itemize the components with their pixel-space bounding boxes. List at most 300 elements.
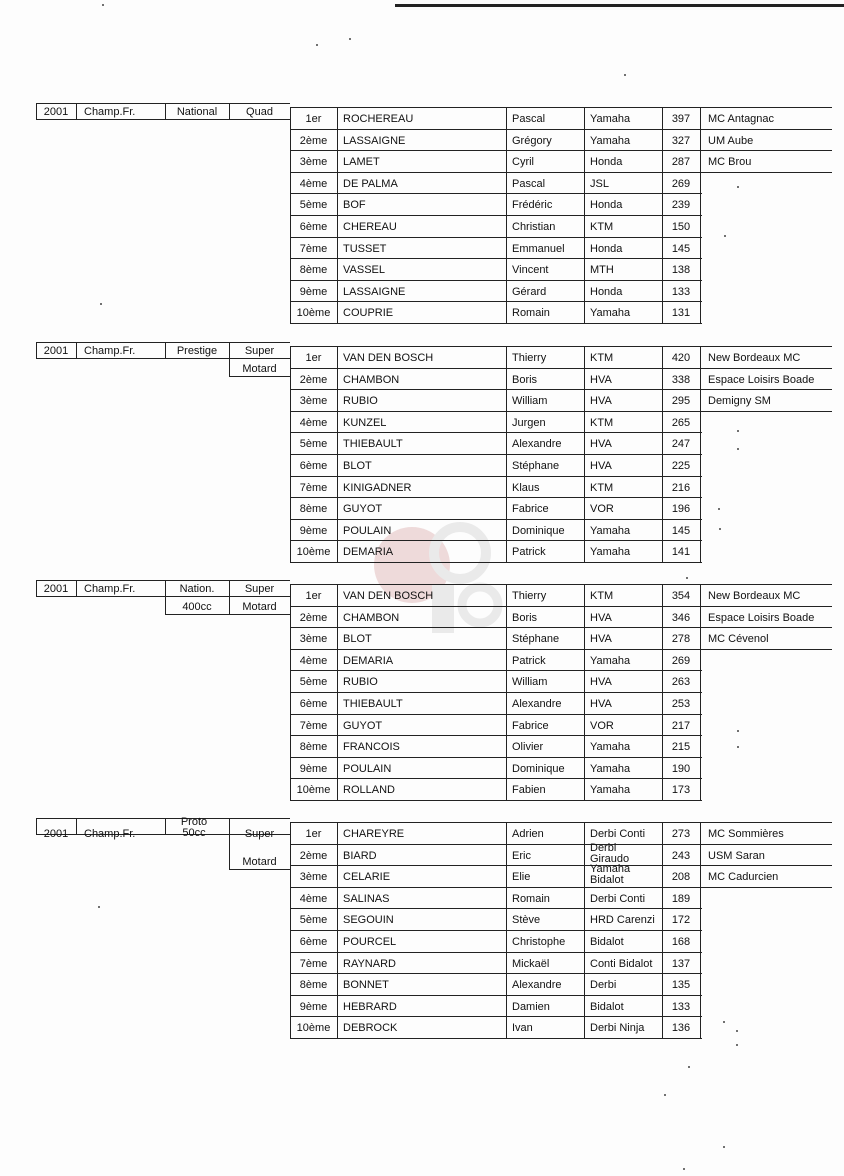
brand-cell: Derbi Conti: [590, 828, 646, 840]
rank-cell: 7ème: [299, 242, 328, 255]
row-rule: [290, 215, 702, 216]
top-edge-line: [395, 4, 844, 7]
firstname-cell: Pascal: [512, 113, 546, 125]
firstname-cell: Eric: [512, 849, 531, 862]
row-rule: [290, 540, 702, 541]
club-cell: New Bordeaux MC: [708, 590, 801, 602]
table-top-rule: [290, 107, 832, 108]
column-rule: [337, 584, 338, 800]
lastname-cell: SEGOUIN: [343, 914, 394, 927]
lastname-cell: LASSAIGNE: [343, 285, 406, 298]
points-cell: 135: [671, 979, 691, 992]
header-top-rule: [36, 818, 290, 819]
row-rule: [290, 150, 702, 151]
brand-cell: JSL: [590, 177, 609, 190]
rank-cell: 2ème: [299, 849, 328, 862]
column-rule: [337, 346, 338, 562]
row-rule: [290, 280, 702, 281]
column-rule: [76, 342, 77, 358]
points-cell: 243: [671, 849, 691, 862]
rank-cell: 1er: [305, 352, 322, 364]
points-cell: 327: [671, 134, 691, 147]
firstname-cell: Boris: [512, 373, 538, 386]
club-rule: [702, 887, 832, 888]
lastname-cell: LASSAIGNE: [343, 134, 406, 147]
column-rule: [700, 107, 701, 323]
class-sub-cell: Motard: [242, 363, 277, 375]
firstname-cell: Stéphane: [512, 633, 560, 646]
brand-cell: Honda: [590, 242, 623, 255]
brand-cell: MTH: [590, 264, 614, 277]
club-cell: Espace Loisirs Boade: [708, 611, 815, 624]
column-rule: [700, 346, 701, 562]
brand-cell: VOR: [590, 719, 614, 732]
row-rule: [290, 973, 702, 974]
speckle: [719, 528, 721, 530]
club-cell: MC Cévenol: [708, 633, 769, 646]
brand-cell: HVA: [590, 633, 612, 646]
class-cell: Quad: [246, 106, 273, 118]
year-cell: 2001: [43, 583, 69, 595]
brand-cell: Yamaha: [590, 762, 631, 775]
rank-cell: 9ème: [299, 1000, 328, 1013]
row-rule: [290, 714, 702, 715]
firstname-cell: Fabien: [512, 784, 546, 797]
column-rule: [584, 346, 585, 562]
class-cell: Super: [244, 345, 275, 357]
row-rule: [290, 757, 702, 758]
rank-cell: 2ème: [299, 611, 328, 624]
header-bottom-rule: [36, 596, 290, 597]
lastname-cell: DEMARIA: [343, 546, 394, 559]
rank-cell: 1er: [305, 590, 322, 602]
class-sub-rule: [229, 376, 290, 377]
row-rule: [290, 606, 702, 607]
row-rule: [290, 497, 702, 498]
points-cell: 263: [671, 676, 691, 689]
club-cell: New Bordeaux MC: [708, 352, 801, 364]
lastname-cell: SALINAS: [343, 892, 390, 905]
rank-cell: 6ème: [299, 698, 328, 710]
club-rule: [702, 865, 832, 866]
lastname-cell: TUSSET: [343, 242, 387, 255]
points-cell: 397: [671, 113, 691, 125]
brand-cell: HRD Carenzi: [590, 914, 655, 927]
rank-cell: 8ème: [299, 979, 328, 992]
lastname-cell: THIEBAULT: [343, 698, 403, 710]
club-rule: [702, 649, 832, 650]
points-cell: 265: [671, 416, 691, 429]
firstname-cell: Patrick: [512, 546, 546, 559]
class-sub-rule: [229, 869, 290, 870]
speckle: [718, 508, 720, 510]
lastname-cell: CHAMBON: [343, 373, 400, 386]
column-rule: [229, 358, 230, 376]
rank-cell: 2ème: [299, 134, 328, 147]
points-cell: 225: [671, 460, 691, 472]
firstname-cell: Damien: [512, 1000, 550, 1013]
column-rule: [337, 822, 338, 1038]
rank-cell: 10ème: [296, 784, 331, 797]
lastname-cell: BIARD: [343, 849, 377, 862]
club-cell: MC Sommières: [708, 828, 784, 840]
points-cell: 173: [671, 784, 691, 797]
championship-cell: Champ.Fr.: [84, 583, 136, 595]
speckle: [736, 1044, 738, 1046]
class-cell: Super: [244, 828, 275, 840]
points-cell: 138: [671, 264, 691, 277]
points-cell: 189: [671, 892, 691, 905]
lastname-cell: BONNET: [343, 979, 389, 992]
points-cell: 273: [671, 828, 691, 840]
brand-cell: Derbi Ninja: [590, 1022, 645, 1035]
row-rule: [290, 258, 702, 259]
rank-cell: 7ème: [299, 957, 328, 970]
brand-cell: Derbi: [590, 979, 617, 992]
firstname-cell: Alexandre: [512, 698, 562, 710]
column-rule: [584, 822, 585, 1038]
class-sub-rule: [229, 614, 290, 615]
brand-cell: HVA: [590, 438, 612, 451]
points-cell: 215: [671, 741, 691, 754]
rank-cell: 9ème: [299, 285, 328, 298]
points-cell: 208: [671, 871, 691, 884]
points-cell: 190: [671, 762, 691, 775]
brand-cell: KTM: [590, 416, 614, 429]
lastname-cell: POURCEL: [343, 936, 397, 948]
firstname-cell: Stève: [512, 914, 541, 927]
firstname-cell: Patrick: [512, 654, 546, 667]
category-sub-rule: [165, 614, 229, 615]
category-cell: Prestige: [176, 345, 218, 357]
firstname-cell: Adrien: [512, 828, 544, 840]
rank-cell: 6ème: [299, 936, 328, 948]
speckle: [686, 577, 688, 579]
row-rule: [290, 887, 702, 888]
brand-cell: KTM: [590, 481, 614, 494]
points-cell: 420: [671, 352, 691, 364]
club-cell: MC Cadurcien: [708, 871, 779, 884]
points-cell: 168: [671, 936, 691, 948]
club-rule: [702, 389, 832, 390]
speckle: [736, 1030, 738, 1032]
lastname-cell: COUPRIE: [343, 307, 394, 320]
rank-cell: 9ème: [299, 762, 328, 775]
points-cell: 278: [671, 633, 691, 646]
brand-cell: Derbi Giraudo: [590, 841, 630, 865]
club-cell: USM Saran: [708, 849, 765, 862]
club-cell: UM Aube: [708, 134, 754, 147]
lastname-cell: VASSEL: [343, 264, 385, 277]
column-rule: [700, 584, 701, 800]
rank-cell: 6ème: [299, 460, 328, 472]
brand-cell: Yamaha: [590, 524, 631, 537]
brand-cell: HVA: [590, 460, 612, 472]
year-cell: 2001: [43, 828, 69, 840]
speckle: [624, 74, 626, 76]
points-cell: 131: [671, 307, 691, 320]
table-top-rule: [290, 346, 832, 347]
points-cell: 145: [671, 524, 691, 537]
rank-cell: 4ème: [299, 177, 328, 190]
rank-cell: 1er: [305, 828, 322, 840]
column-rule: [76, 103, 77, 119]
brand-cell: HVA: [590, 373, 612, 386]
club-rule: [702, 411, 832, 412]
brand-cell: KTM: [590, 352, 614, 364]
lastname-cell: VAN DEN BOSCH: [343, 352, 434, 364]
speckle: [737, 430, 739, 432]
championship-cell: Champ.Fr.: [84, 345, 136, 357]
firstname-cell: Olivier: [512, 741, 544, 754]
row-rule: [290, 301, 702, 302]
table-top-rule: [290, 584, 832, 585]
lastname-cell: FRANCOIS: [343, 741, 400, 754]
speckle: [723, 1021, 725, 1023]
firstname-cell: Romain: [512, 892, 550, 905]
rank-cell: 5ème: [299, 676, 328, 689]
header-bottom-rule: [36, 358, 290, 359]
firstname-cell: Jurgen: [512, 416, 546, 429]
club-cell: Demigny SM: [708, 395, 771, 408]
firstname-cell: Mickaël: [512, 957, 550, 970]
firstname-cell: Cyril: [512, 156, 534, 169]
row-rule: [290, 952, 702, 953]
lastname-cell: LAMET: [343, 156, 380, 169]
row-rule: [290, 1016, 702, 1017]
points-cell: 295: [671, 395, 691, 408]
row-rule: [290, 995, 702, 996]
row-rule: [290, 432, 702, 433]
firstname-cell: William: [512, 676, 548, 689]
rank-cell: 2ème: [299, 373, 328, 386]
lastname-cell: KUNZEL: [343, 416, 387, 429]
speckle: [100, 303, 102, 305]
lastname-cell: CHEREAU: [343, 221, 397, 233]
brand-cell: Yamaha: [590, 546, 631, 559]
club-cell: MC Antagnac: [708, 113, 775, 125]
points-cell: 354: [671, 590, 691, 602]
rank-cell: 10ème: [296, 1022, 331, 1035]
speckle: [683, 1168, 685, 1170]
firstname-cell: Alexandre: [512, 438, 562, 451]
category-sub-cell: 400cc: [182, 601, 212, 613]
lastname-cell: GUYOT: [343, 503, 383, 516]
rank-cell: 6ème: [299, 221, 328, 233]
row-rule: [290, 368, 702, 369]
points-cell: 269: [671, 654, 691, 667]
firstname-cell: Pascal: [512, 177, 546, 190]
row-rule: [290, 129, 702, 130]
brand-cell: Yamaha: [590, 307, 631, 320]
column-rule: [584, 584, 585, 800]
row-rule: [290, 1038, 702, 1039]
column-rule: [506, 107, 507, 323]
speckle: [737, 448, 739, 450]
brand-cell: Yamaha Bidalot: [590, 863, 631, 887]
lastname-cell: HEBRARD: [343, 1000, 397, 1013]
brand-cell: VOR: [590, 503, 614, 516]
lastname-cell: ROCHEREAU: [343, 113, 414, 125]
firstname-cell: Emmanuel: [512, 242, 565, 255]
lastname-cell: GUYOT: [343, 719, 383, 732]
firstname-cell: Elie: [512, 871, 531, 884]
speckle: [737, 186, 739, 188]
class-sub-cell: Motard: [242, 856, 277, 868]
class-sub-cell: Motard: [242, 601, 277, 613]
firstname-cell: Boris: [512, 611, 538, 624]
firstname-cell: Christian: [512, 221, 556, 233]
points-cell: 196: [671, 503, 691, 516]
row-rule: [290, 389, 702, 390]
lastname-cell: RUBIO: [343, 395, 378, 408]
firstname-cell: Grégory: [512, 134, 552, 147]
points-cell: 172: [671, 914, 691, 927]
row-rule: [290, 411, 702, 412]
championship-cell: Champ.Fr.: [84, 828, 136, 840]
points-cell: 287: [671, 156, 691, 169]
firstname-cell: Dominique: [512, 762, 565, 775]
points-cell: 217: [671, 719, 691, 732]
row-rule: [290, 735, 702, 736]
rank-cell: 3ème: [299, 633, 328, 646]
rank-cell: 10ème: [296, 546, 331, 559]
brand-cell: Yamaha: [590, 784, 631, 797]
championship-cell: Champ.Fr.: [84, 106, 136, 118]
firstname-cell: Christophe: [512, 936, 566, 948]
speckle: [688, 1066, 690, 1068]
club-rule: [702, 606, 832, 607]
rank-cell: 3ème: [299, 395, 328, 408]
lastname-cell: DEBROCK: [343, 1022, 398, 1035]
category-cell: Proto: [180, 816, 208, 828]
column-rule: [229, 596, 230, 614]
points-cell: 346: [671, 611, 691, 624]
column-rule: [506, 346, 507, 562]
firstname-cell: Romain: [512, 307, 550, 320]
points-cell: 133: [671, 1000, 691, 1013]
row-rule: [290, 627, 702, 628]
rank-cell: 3ème: [299, 871, 328, 884]
brand-cell: KTM: [590, 221, 614, 233]
rank-cell: 3ème: [299, 156, 328, 169]
table-top-rule: [290, 822, 832, 823]
brand-cell: Bidalot: [590, 936, 624, 948]
rank-cell: 10ème: [296, 307, 331, 320]
column-rule: [506, 584, 507, 800]
brand-cell: HVA: [590, 676, 612, 689]
rank-cell: 4ème: [299, 416, 328, 429]
rank-cell: 4ème: [299, 654, 328, 667]
points-cell: 137: [671, 957, 691, 970]
category-cell: Nation.: [179, 583, 215, 595]
brand-cell: Derbi Conti: [590, 892, 646, 905]
lastname-cell: RAYNARD: [343, 957, 396, 970]
points-cell: 338: [671, 373, 691, 386]
lastname-cell: DEMARIA: [343, 654, 394, 667]
header-top-rule: [36, 103, 290, 104]
rank-cell: 8ème: [299, 503, 328, 516]
brand-cell: Yamaha: [590, 113, 631, 125]
year-cell: 2001: [43, 345, 69, 357]
speckle: [737, 746, 739, 748]
lastname-cell: KINIGADNER: [343, 481, 412, 494]
header-bottom-rule: [36, 119, 290, 120]
points-cell: 239: [671, 199, 691, 212]
category-cell: National: [176, 106, 218, 118]
header-top-rule: [36, 342, 290, 343]
row-rule: [290, 519, 702, 520]
firstname-cell: Ivan: [512, 1022, 533, 1035]
brand-cell: HVA: [590, 611, 612, 624]
rank-cell: 7ème: [299, 481, 328, 494]
row-rule: [290, 454, 702, 455]
brand-cell: KTM: [590, 590, 614, 602]
speckle: [664, 1094, 666, 1096]
club-rule: [702, 172, 832, 173]
rank-cell: 9ème: [299, 524, 328, 537]
lastname-cell: POULAIN: [343, 762, 392, 775]
row-rule: [290, 323, 702, 324]
points-cell: 247: [671, 438, 691, 451]
firstname-cell: Thierry: [512, 352, 547, 364]
speckle: [723, 1146, 725, 1148]
row-rule: [290, 692, 702, 693]
lastname-cell: BLOT: [343, 633, 372, 646]
class-cell: Super: [244, 583, 275, 595]
club-cell: MC Brou: [708, 156, 752, 169]
club-rule: [702, 368, 832, 369]
row-rule: [290, 908, 702, 909]
column-rule: [76, 818, 77, 834]
lastname-cell: POULAIN: [343, 524, 392, 537]
category-sub-cell: 50cc: [182, 827, 206, 839]
brand-cell: Honda: [590, 285, 623, 298]
lastname-cell: CHAMBON: [343, 611, 400, 624]
rank-cell: 5ème: [299, 199, 328, 212]
lastname-cell: BLOT: [343, 460, 372, 472]
points-cell: 133: [671, 285, 691, 298]
firstname-cell: William: [512, 395, 548, 408]
lastname-cell: VAN DEN BOSCH: [343, 590, 434, 602]
row-rule: [290, 800, 702, 801]
club-cell: Espace Loisirs Boade: [708, 373, 815, 386]
club-rule: [702, 129, 832, 130]
lastname-cell: ROLLAND: [343, 784, 395, 797]
column-rule: [76, 580, 77, 596]
speckle: [316, 44, 318, 46]
firstname-cell: Fabrice: [512, 719, 549, 732]
column-rule: [700, 822, 701, 1038]
firstname-cell: Thierry: [512, 590, 547, 602]
firstname-cell: Frédéric: [512, 199, 553, 212]
brand-cell: HVA: [590, 395, 612, 408]
club-rule: [702, 844, 832, 845]
row-rule: [290, 562, 702, 563]
lastname-cell: CHAREYRE: [343, 828, 405, 840]
rank-cell: 5ème: [299, 438, 328, 451]
rank-cell: 5ème: [299, 914, 328, 927]
year-cell: 2001: [43, 106, 69, 118]
points-cell: 150: [671, 221, 691, 233]
column-rule: [584, 107, 585, 323]
row-rule: [290, 778, 702, 779]
firstname-cell: Vincent: [512, 264, 549, 277]
firstname-cell: Dominique: [512, 524, 565, 537]
lastname-cell: DE PALMA: [343, 177, 398, 190]
points-cell: 269: [671, 177, 691, 190]
brand-cell: Honda: [590, 199, 623, 212]
